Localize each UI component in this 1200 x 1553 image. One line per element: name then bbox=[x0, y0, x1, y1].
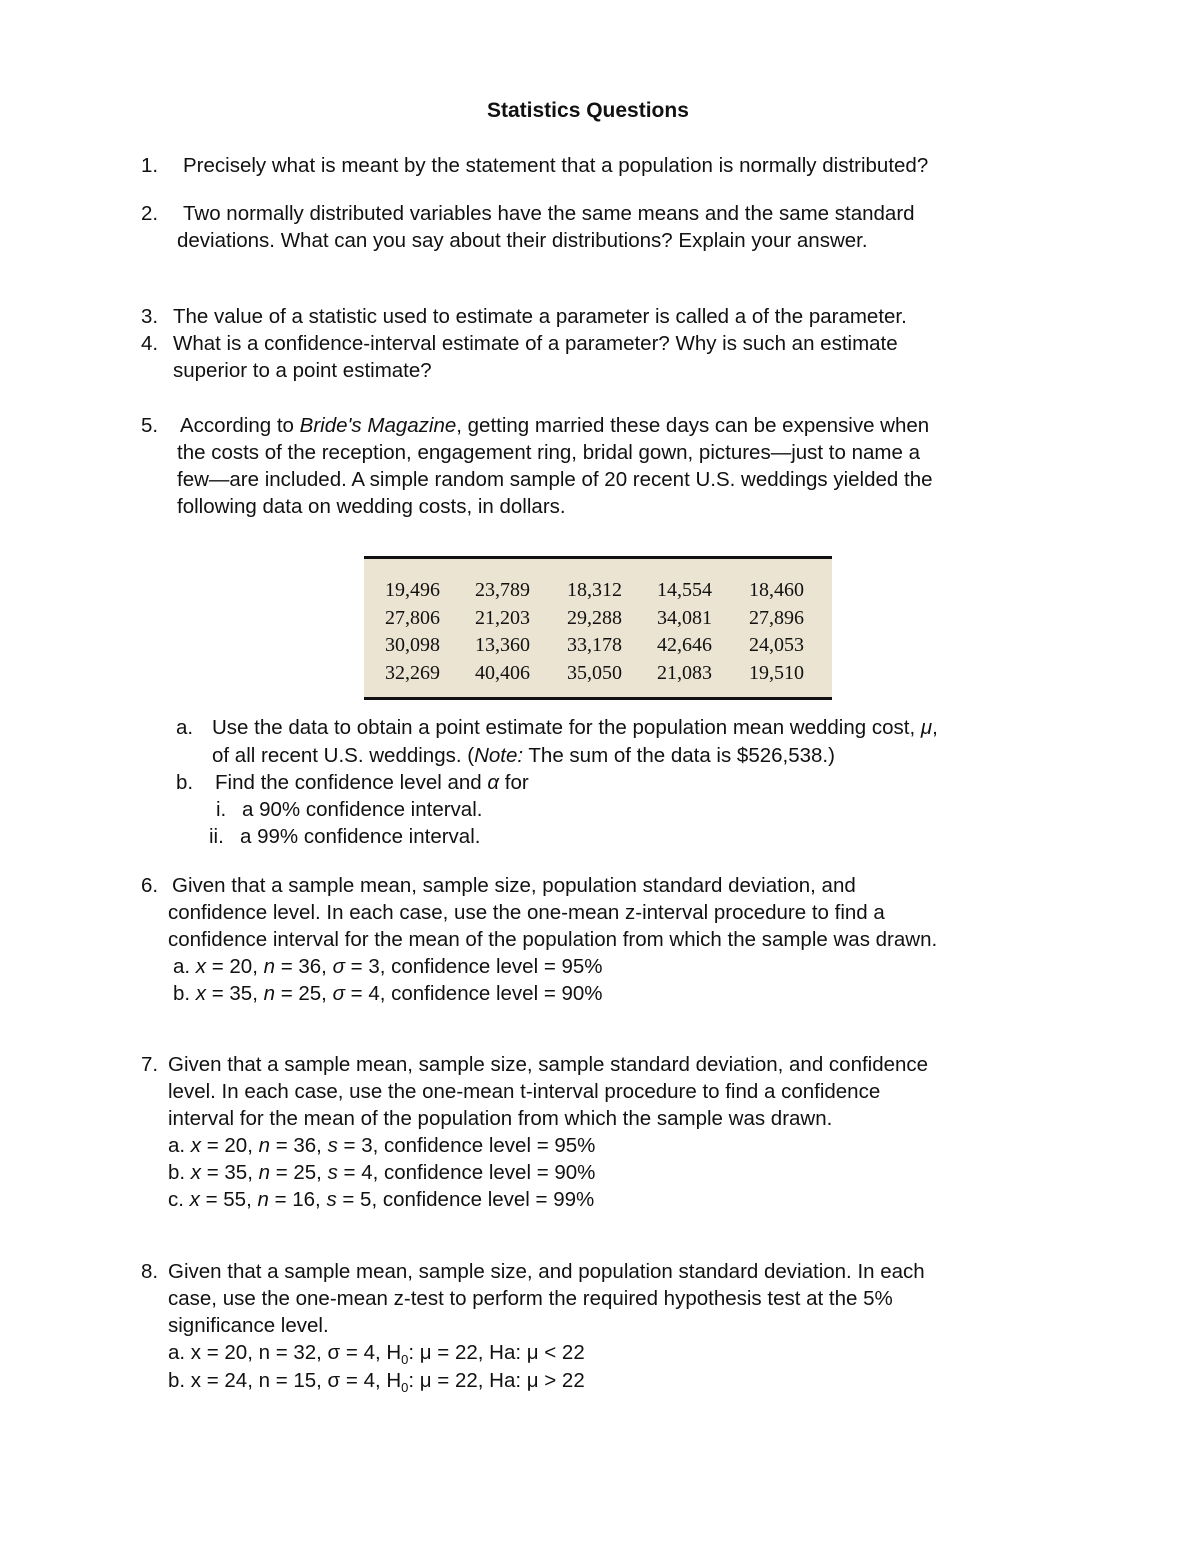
x-symbol: x bbox=[195, 955, 207, 978]
table-cell: 13,360 bbox=[475, 634, 530, 656]
text-run: = 36, bbox=[275, 955, 333, 978]
question-text-line: significance level. bbox=[168, 1314, 329, 1337]
table-cell: 24,053 bbox=[749, 634, 804, 656]
text-run: : μ = 22, Ha: μ < 22 bbox=[408, 1341, 585, 1364]
text-run: Use the data to obtain a point estimate for the population mean wedding cost, bbox=[212, 716, 921, 739]
case-line bbox=[168, 1132, 595, 1159]
text-run: of all recent U.S. weddings. ( bbox=[212, 744, 475, 767]
question-text-line: Given that a sample mean, sample size, sample standard deviation, and confidence bbox=[168, 1053, 929, 1076]
question-text: Precisely what is meant by the statement that a population is normally distributed? bbox=[183, 154, 929, 177]
table-cell: 27,806 bbox=[385, 607, 440, 629]
text-run: = 25, bbox=[275, 982, 333, 1005]
roman-item-text: a 90% confidence interval. bbox=[242, 798, 483, 821]
sigma-symbol: σ bbox=[332, 982, 345, 1005]
case-line bbox=[173, 980, 603, 1007]
n-symbol: n bbox=[263, 982, 276, 1005]
question-text-line: following data on wedding costs, in dollars. bbox=[177, 495, 566, 518]
question-text-line: interval for the mean of the population from which the sample was drawn. bbox=[168, 1107, 833, 1130]
question-text: The value of a statistic used to estimate a parameter is called a of the parameter. bbox=[173, 305, 907, 328]
question-text-line: the costs of the reception, engagement ring, bridal gown, pictures—just to name a bbox=[177, 441, 920, 464]
case-label: a. bbox=[168, 1134, 191, 1157]
roman-label: i. bbox=[216, 798, 227, 821]
text-run: = 4, confidence level = 90% bbox=[337, 1161, 596, 1184]
question-number: 1. bbox=[141, 154, 159, 177]
question-number: 3. bbox=[141, 305, 159, 328]
text-run: Find the confidence level and bbox=[215, 771, 488, 794]
n-symbol: n bbox=[263, 955, 276, 978]
case-line bbox=[168, 1367, 585, 1401]
text-run: = 35, bbox=[201, 1161, 259, 1184]
table-cell: 27,896 bbox=[749, 607, 804, 629]
table-cell: 32,269 bbox=[385, 662, 440, 684]
question-text-line: confidence level. In each case, use the one-mean z-interval procedure to find a bbox=[168, 901, 885, 924]
s-symbol: s bbox=[327, 1134, 338, 1157]
subpart-text-line bbox=[212, 742, 835, 769]
x-symbol: x bbox=[189, 1188, 200, 1211]
table-cell: 35,050 bbox=[567, 662, 622, 684]
subpart-text-line bbox=[215, 769, 529, 796]
x-symbol: x bbox=[190, 1134, 202, 1157]
question-number: 6. bbox=[141, 874, 159, 897]
subpart-label: a. bbox=[176, 716, 194, 739]
s-symbol: s bbox=[326, 1188, 337, 1211]
subscript: 0 bbox=[401, 1380, 409, 1396]
question-text-line: case, use the one-mean z-test to perform the required hypothesis test at the 5% bbox=[168, 1287, 893, 1310]
text-run: = 36, bbox=[270, 1134, 328, 1157]
text-run: = 4, confidence level = 90% bbox=[344, 982, 603, 1005]
table-cell: 33,178 bbox=[567, 634, 622, 656]
text-run: = 3, confidence level = 95% bbox=[344, 955, 603, 978]
wedding-cost-table bbox=[364, 556, 832, 700]
magazine-title: Bride's Magazine bbox=[299, 414, 457, 437]
case-line bbox=[168, 1159, 595, 1186]
x-symbol: x bbox=[195, 982, 207, 1005]
text-run: = 5, confidence level = 99% bbox=[336, 1188, 595, 1211]
text-run: = 16, bbox=[268, 1188, 327, 1211]
text-run: = 3, confidence level = 95% bbox=[337, 1134, 596, 1157]
text-run: The sum of the data is $526,538.) bbox=[523, 744, 835, 767]
text-run: = 25, bbox=[270, 1161, 328, 1184]
text-run: for bbox=[499, 771, 529, 794]
table-cell: 14,554 bbox=[657, 579, 712, 601]
s-symbol: s bbox=[327, 1161, 338, 1184]
n-symbol: n bbox=[258, 1134, 271, 1157]
note-label: Note: bbox=[474, 744, 524, 767]
text-run: = 20, bbox=[206, 955, 264, 978]
text-run: , bbox=[932, 716, 938, 739]
roman-item-text: a 99% confidence interval. bbox=[240, 825, 481, 848]
table-cell: 21,083 bbox=[657, 662, 712, 684]
n-symbol: n bbox=[257, 1188, 269, 1211]
mu-symbol: μ bbox=[920, 716, 933, 739]
question-text-line: confidence interval for the mean of the population from which the sample was drawn. bbox=[168, 928, 938, 951]
subpart-text-line bbox=[212, 714, 938, 741]
question-text-line: What is a confidence-interval estimate of a parameter? Why is such an estimate bbox=[173, 332, 898, 355]
case-line bbox=[173, 953, 603, 980]
case-label: a. bbox=[173, 955, 196, 978]
question-number: 8. bbox=[141, 1260, 159, 1283]
case-label: b. bbox=[168, 1161, 191, 1184]
table-cell: 18,460 bbox=[749, 579, 804, 601]
question-text-line: level. In each case, use the one-mean t-interval procedure to find a confidence bbox=[168, 1080, 881, 1103]
table-cell: 29,288 bbox=[567, 607, 622, 629]
case-label: b. bbox=[173, 982, 196, 1005]
question-number: 7. bbox=[141, 1053, 159, 1076]
text-run: b. x = 24, n = 15, σ = 4, H bbox=[168, 1369, 402, 1392]
page-title: Statistics Questions bbox=[487, 99, 689, 122]
text-run: = 55, bbox=[199, 1188, 258, 1211]
n-symbol: n bbox=[258, 1161, 271, 1184]
subpart-label: b. bbox=[176, 771, 194, 794]
case-line bbox=[168, 1186, 594, 1213]
question-text-line: Two normally distributed variables have the same means and the same standard bbox=[183, 202, 915, 225]
table-cell: 21,203 bbox=[475, 607, 530, 629]
question-number: 4. bbox=[141, 332, 159, 355]
x-symbol: x bbox=[190, 1161, 202, 1184]
table-cell: 19,510 bbox=[749, 662, 804, 684]
question-text-line: Given that a sample mean, sample size, and population standard deviation. In each bbox=[168, 1260, 925, 1283]
question-number: 2. bbox=[141, 202, 159, 225]
question-text-line: few—are included. A simple random sample of 20 recent U.S. weddings yielded the bbox=[177, 468, 933, 491]
question-text-line: deviations. What can you say about their distributions? Explain your answer. bbox=[177, 229, 868, 252]
text-run: According to bbox=[180, 414, 300, 437]
table-cell: 42,646 bbox=[657, 634, 712, 656]
case-label: c. bbox=[168, 1188, 190, 1211]
table-cell: 19,496 bbox=[385, 579, 440, 601]
text-run: = 35, bbox=[206, 982, 264, 1005]
alpha-symbol: α bbox=[487, 771, 500, 794]
text-run: a. x = 20, n = 32, σ = 4, H bbox=[168, 1341, 402, 1364]
text-run: = 20, bbox=[201, 1134, 259, 1157]
question-text-line: superior to a point estimate? bbox=[173, 359, 432, 382]
table-cell: 18,312 bbox=[567, 579, 622, 601]
subscript: 0 bbox=[401, 1352, 409, 1368]
sigma-symbol: σ bbox=[332, 955, 345, 978]
question-text-line: Given that a sample mean, sample size, population standard deviation, and bbox=[172, 874, 856, 897]
table-cell: 23,789 bbox=[475, 579, 530, 601]
table-cell: 40,406 bbox=[475, 662, 530, 684]
table-cell: 34,081 bbox=[657, 607, 712, 629]
question-text-line bbox=[180, 412, 929, 439]
text-run: : μ = 22, Ha: μ > 22 bbox=[408, 1369, 585, 1392]
roman-label: ii. bbox=[209, 825, 224, 848]
text-run: , getting married these days can be expensive when bbox=[456, 414, 930, 437]
table-cell: 30,098 bbox=[385, 634, 440, 656]
question-number: 5. bbox=[141, 414, 159, 437]
